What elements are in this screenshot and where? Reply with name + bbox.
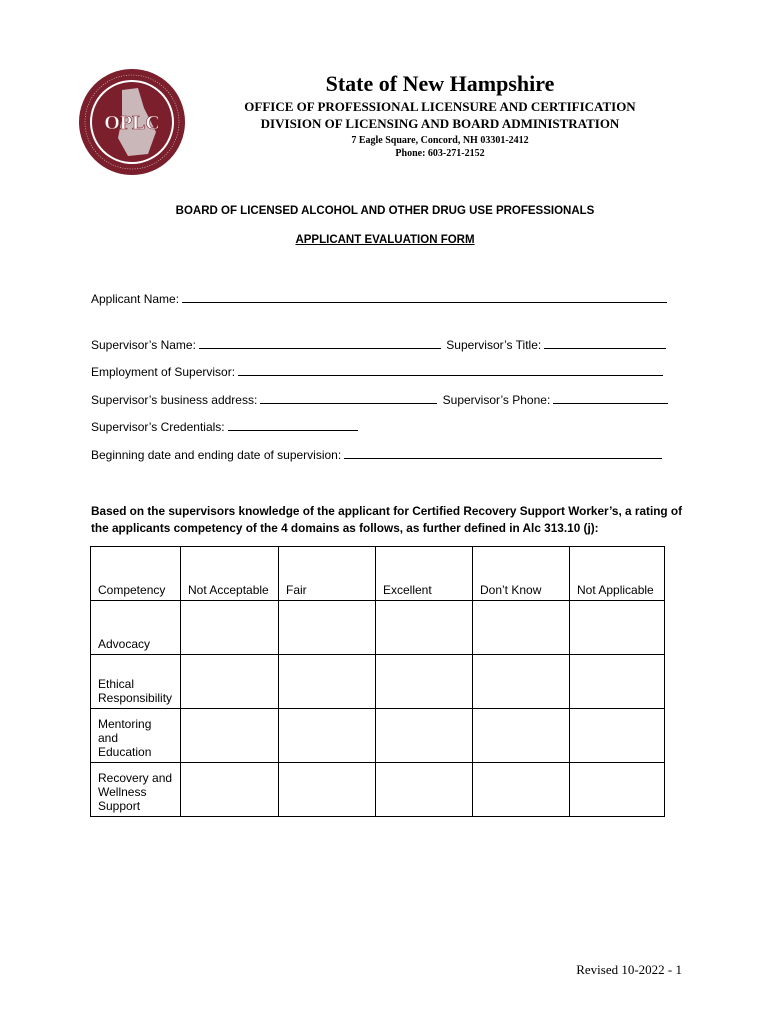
header-fair: Fair <box>279 547 376 601</box>
office-address: 7 Eagle Square, Concord, NH 03301-2412 <box>351 135 529 146</box>
rating-cell[interactable] <box>473 763 570 817</box>
row-label-mentoring-education: Mentoring and Education <box>91 709 181 763</box>
supervisor-phone-field[interactable] <box>553 392 668 404</box>
supervisor-title-label: Supervisor’s Title: <box>446 338 542 352</box>
employment-row <box>91 364 663 379</box>
row-label-ethical-responsibility: Ethical Responsibility <box>91 655 181 709</box>
header-not-applicable: Not Applicable <box>570 547 665 601</box>
office-phone: Phone: 603-271-2152 <box>395 148 485 159</box>
credentials-field[interactable] <box>228 419 358 431</box>
table-row <box>91 709 665 763</box>
header-dont-know: Don’t Know <box>473 547 570 601</box>
rating-cell[interactable] <box>279 655 376 709</box>
rating-cell[interactable] <box>279 709 376 763</box>
rating-cell[interactable] <box>376 763 473 817</box>
supervisor-name-field[interactable] <box>199 337 441 349</box>
rating-cell[interactable] <box>570 655 665 709</box>
row-label-advocacy: Advocacy <box>91 601 181 655</box>
instructions-paragraph: Based on the supervisors knowledge of the applicant for Certified Recovery Support Worker’s, a rating of the applicants competency of the 4 domains as follows, as further defined in Alc 313.10 (j): <box>91 504 683 535</box>
credentials-row <box>91 419 358 434</box>
rating-cell[interactable] <box>570 709 665 763</box>
rating-cell[interactable] <box>376 601 473 655</box>
supervisor-title-field[interactable] <box>544 337 666 349</box>
rating-cell[interactable] <box>570 763 665 817</box>
header-excellent: Excellent <box>376 547 473 601</box>
supervision-dates-row <box>91 447 662 462</box>
table-row <box>91 763 665 817</box>
business-address-label: Supervisor’s business address: <box>91 393 258 407</box>
rating-cell[interactable] <box>376 655 473 709</box>
oplc-seal-logo <box>78 68 186 176</box>
rating-cell[interactable] <box>181 763 279 817</box>
rating-cell[interactable] <box>181 601 279 655</box>
applicant-name-field[interactable] <box>182 291 667 303</box>
rating-cell[interactable] <box>376 709 473 763</box>
credentials-label: Supervisor’s Credentials: <box>91 420 225 434</box>
rating-cell[interactable] <box>473 709 570 763</box>
applicant-name-row <box>91 291 667 306</box>
applicant-name-label: Applicant Name: <box>91 292 180 306</box>
business-address-field[interactable] <box>260 392 437 404</box>
letterhead <box>200 70 680 160</box>
revision-footer: Revised 10-2022 - 1 <box>576 962 682 977</box>
rating-cell[interactable] <box>181 709 279 763</box>
office-name: OFFICE OF PROFESSIONAL LICENSURE AND CERTIFICATION <box>244 99 636 114</box>
header-competency: Competency <box>91 547 181 601</box>
board-title: BOARD OF LICENSED ALCOHOL AND OTHER DRUG USE PROFESSIONALS <box>175 205 595 217</box>
svg-text:OPLC: OPLC <box>104 112 160 134</box>
supervision-dates-label: Beginning date and ending date of supervision: <box>91 448 342 462</box>
supervision-dates-field[interactable] <box>344 447 662 459</box>
division-name: DIVISION OF LICENSING AND BOARD ADMINISTRATION <box>260 116 620 131</box>
rating-cell[interactable] <box>473 601 570 655</box>
rating-cell[interactable] <box>181 655 279 709</box>
employment-field[interactable] <box>238 364 663 376</box>
employment-label: Employment of Supervisor: <box>91 365 236 379</box>
form-title: APPLICANT EVALUATION FORM <box>295 234 475 246</box>
header-not-acceptable: Not Acceptable <box>181 547 279 601</box>
supervisor-phone-label: Supervisor’s Phone: <box>442 393 551 407</box>
row-label-recovery-wellness: Recovery and Wellness Support <box>91 763 181 817</box>
rating-cell[interactable] <box>279 601 376 655</box>
table-row <box>91 601 665 655</box>
table-row <box>91 655 665 709</box>
rating-cell[interactable] <box>279 763 376 817</box>
table-header-row <box>91 547 665 601</box>
competency-rating-table <box>90 546 665 817</box>
rating-cell[interactable] <box>473 655 570 709</box>
supervisor-name-label: Supervisor’s Name: <box>91 338 196 352</box>
rating-cell[interactable] <box>570 601 665 655</box>
supervisor-name-row <box>91 337 666 352</box>
state-title: State of New Hampshire <box>325 71 555 96</box>
business-address-row <box>91 392 668 407</box>
